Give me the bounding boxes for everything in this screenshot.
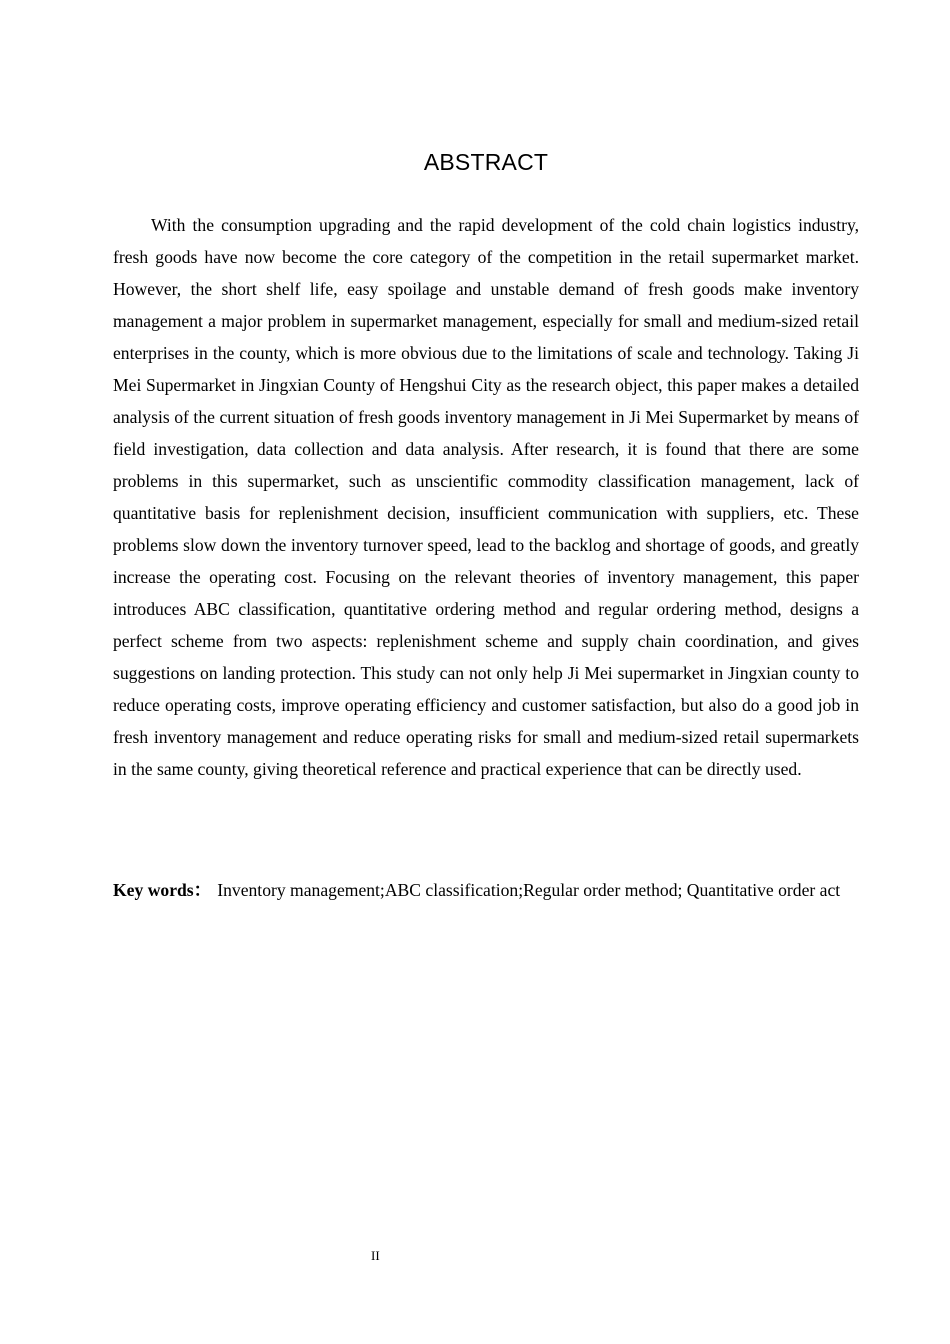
keywords-text: Inventory management;ABC classification;Regular order method; Quantitative order act: [217, 880, 841, 900]
keywords-label: Key words: [113, 880, 194, 900]
keywords-separator: ：: [193, 880, 212, 900]
abstract-title: ABSTRACT: [423, 149, 549, 175]
abstract-body: With the consumption upgrading and the rapid development of the cold chain logistics industry, fresh goods have now become the core category of the competition in the retail supermarket market. However, the short shelf life, easy spoilage and unstable demand of fresh goods make inventory management a major problem in supermarket management, especially for small and medium-sized retail enterprises in the county, which is more obvious due to the limitations of scale and technology. Taking Ji Mei Supermarket in Jingxian County of Hengshui City as the research object, this paper makes a detailed analysis of the current situation of fresh goods inventory management in Ji Mei Supermarket by means of field investigation, data collection and data analysis. After research, it is found that there are some problems in this supermarket, such as unscientific commodity classification management, lack of quantitative basis for replenishment decision, insufficient communication with suppliers, etc. These problems slow down the inventory turnover speed, lead to the backlog and shortage of goods, and greatly increase the operating cost. Focusing on the relevant theories of inventory management, this paper introduces ABC classification, quantitative ordering method and regular ordering method, designs a perfect scheme from two aspects: replenishment scheme and supply chain coordination, and gives suggestions on landing protection. This study can not only help Ji Mei supermarket in Jingxian county to reduce operating costs, improve operating efficiency and customer satisfaction, but also do a good job in fresh inventory management and reduce operating risks for small and medium-sized retail supermarkets in the same county, giving theoretical reference and practical experience that can be directly used.: [113, 215, 859, 779]
keywords-line: [113, 875, 859, 906]
page-number: II: [371, 1248, 380, 1263]
